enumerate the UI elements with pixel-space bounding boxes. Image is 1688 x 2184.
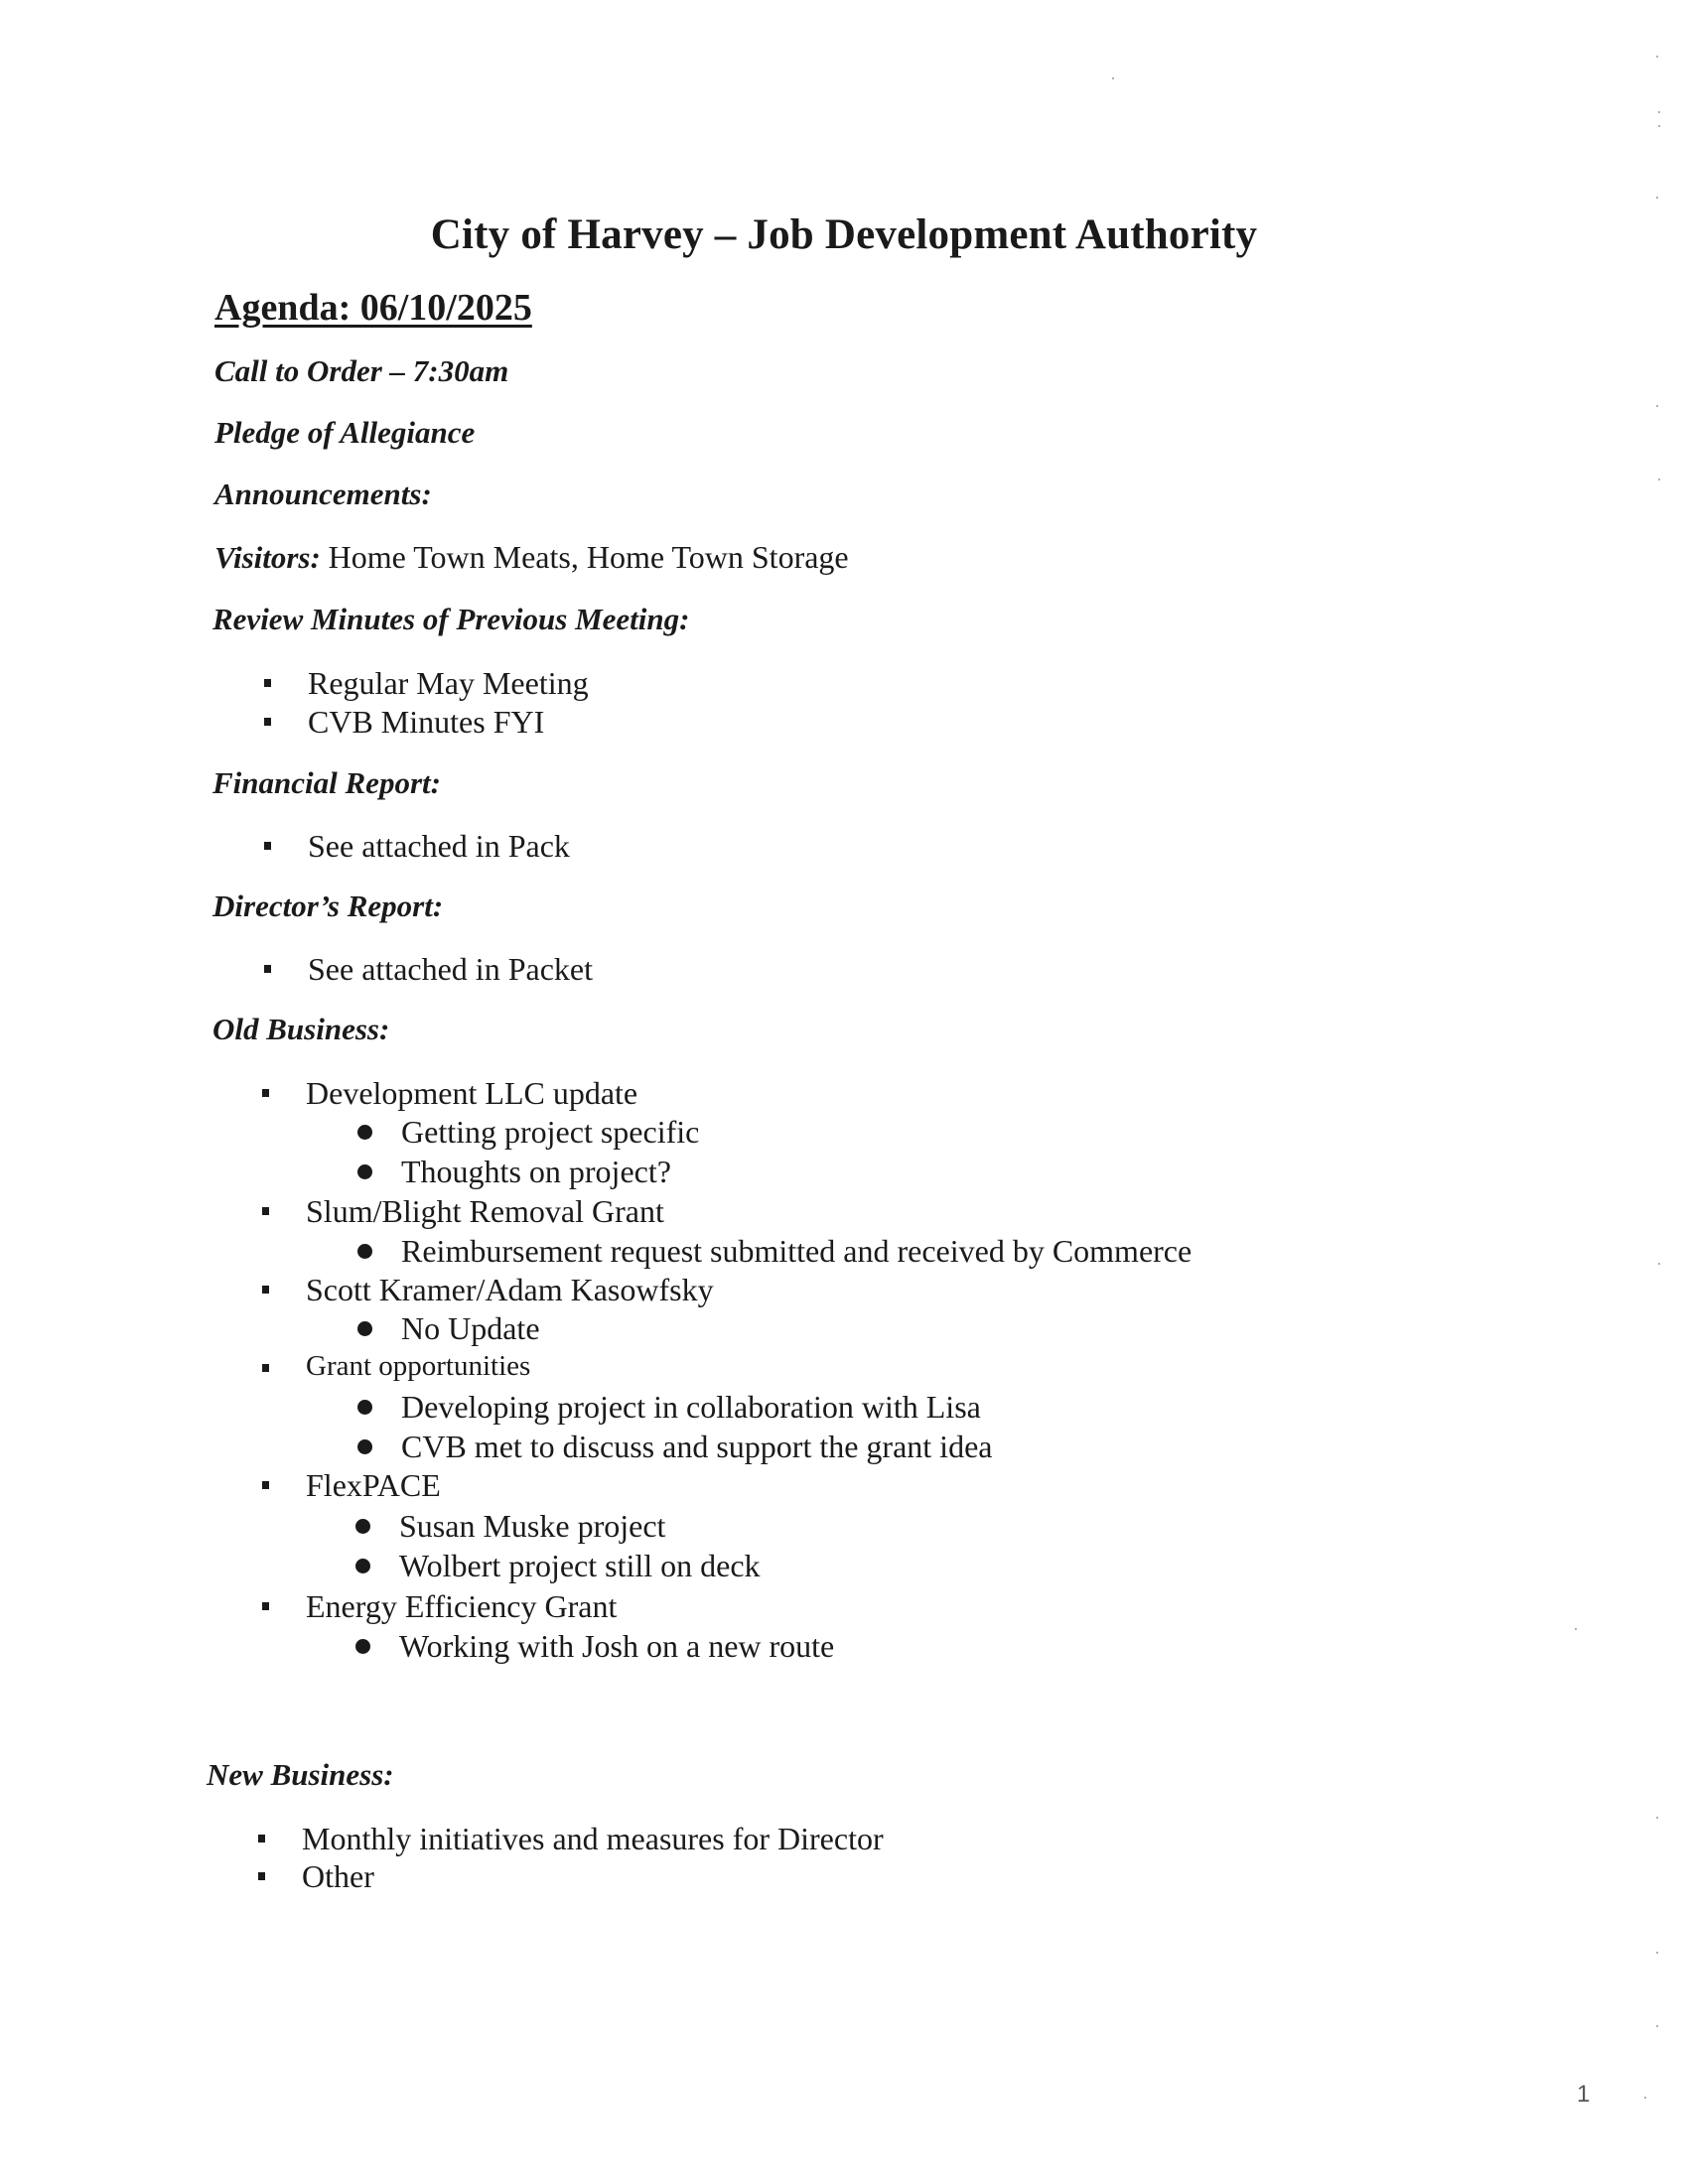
sub-list-item: Wolbert project still on deck: [355, 1548, 370, 1584]
scan-speck: [1658, 125, 1660, 127]
circle-bullet-icon: [357, 1400, 372, 1415]
visitors-text: Home Town Meats, Home Town Storage: [328, 539, 849, 575]
scan-speck: [1658, 1263, 1660, 1265]
pledge-heading: Pledge of Allegiance: [214, 415, 476, 450]
document-title: City of Harvey – Job Development Authority: [430, 211, 1258, 258]
scan-speck: [1656, 197, 1658, 199]
square-bullet-icon: [264, 679, 271, 687]
square-bullet-icon: [258, 1872, 265, 1880]
square-bullet-icon: [262, 1602, 269, 1610]
square-bullet-icon: [264, 965, 271, 973]
page-number: 1: [1577, 2081, 1591, 2108]
agenda-date: Agenda: 06/10/2025: [214, 287, 532, 329]
sub-list-item: Thoughts on project?: [357, 1154, 372, 1190]
circle-bullet-icon: [357, 1439, 372, 1454]
circle-bullet-icon: [357, 1321, 372, 1336]
scan-speck: [1656, 1952, 1658, 1954]
list-item: Grant opportunities: [262, 1350, 269, 1387]
circle-bullet-icon: [357, 1244, 372, 1259]
announcements-heading: Announcements:: [214, 477, 432, 511]
scan-speck: [1575, 1628, 1577, 1630]
visitors-label: Visitors:: [214, 540, 321, 575]
financial-report-heading: Financial Report:: [212, 765, 441, 800]
scan-speck: [1112, 77, 1114, 79]
sub-list-item: No Update: [357, 1310, 372, 1347]
sub-list-item: CVB met to discuss and support the grant idea: [357, 1429, 372, 1465]
circle-bullet-icon: [355, 1559, 370, 1573]
square-bullet-icon: [264, 842, 271, 850]
old-business-heading: Old Business:: [212, 1012, 390, 1046]
list-item: Slum/Blight Removal Grant: [262, 1193, 269, 1230]
scan-speck: [1656, 2025, 1658, 2027]
circle-bullet-icon: [357, 1164, 372, 1179]
circle-bullet-icon: [355, 1639, 370, 1654]
scan-speck: [1658, 111, 1660, 113]
square-bullet-icon: [262, 1364, 269, 1372]
sub-list-item: Susan Muske project: [355, 1508, 370, 1545]
scan-speck: [1656, 56, 1658, 58]
square-bullet-icon: [258, 1835, 265, 1843]
directors-report-heading: Director’s Report:: [212, 888, 444, 923]
square-bullet-icon: [262, 1207, 269, 1215]
scan-speck: [1656, 405, 1658, 407]
sub-list-item: Reimbursement request submitted and received by Commerce: [357, 1233, 372, 1270]
list-item: FlexPACE: [262, 1467, 269, 1504]
square-bullet-icon: [262, 1286, 269, 1294]
list-item: See attached in Pack: [264, 828, 271, 865]
list-item: Regular May Meeting: [264, 665, 271, 702]
review-minutes-heading: Review Minutes of Previous Meeting:: [212, 602, 690, 636]
list-item: Monthly initiatives and measures for Director: [258, 1821, 265, 1857]
list-item: Scott Kramer/Adam Kasowfsky: [262, 1272, 269, 1308]
list-item: See attached in Packet: [264, 951, 271, 988]
scan-speck: [1656, 1817, 1658, 1819]
list-item: Development LLC update: [262, 1075, 269, 1112]
new-business-heading: New Business:: [207, 1757, 394, 1792]
list-item: Energy Efficiency Grant: [262, 1588, 269, 1625]
sub-list-item: Getting project specific: [357, 1114, 372, 1151]
square-bullet-icon: [262, 1481, 269, 1489]
call-to-order: Call to Order – 7:30am: [214, 353, 509, 388]
list-item: Other: [258, 1858, 265, 1895]
circle-bullet-icon: [357, 1125, 372, 1140]
circle-bullet-icon: [355, 1519, 370, 1534]
visitors-line: [214, 539, 849, 576]
square-bullet-icon: [264, 718, 271, 726]
sub-list-item: Working with Josh on a new route: [355, 1628, 370, 1665]
scan-speck: [1658, 478, 1660, 480]
scan-speck: [1644, 2097, 1646, 2099]
list-item: CVB Minutes FYI: [264, 704, 271, 741]
sub-list-item: Developing project in collaboration with Lisa: [357, 1389, 372, 1426]
square-bullet-icon: [262, 1089, 269, 1097]
